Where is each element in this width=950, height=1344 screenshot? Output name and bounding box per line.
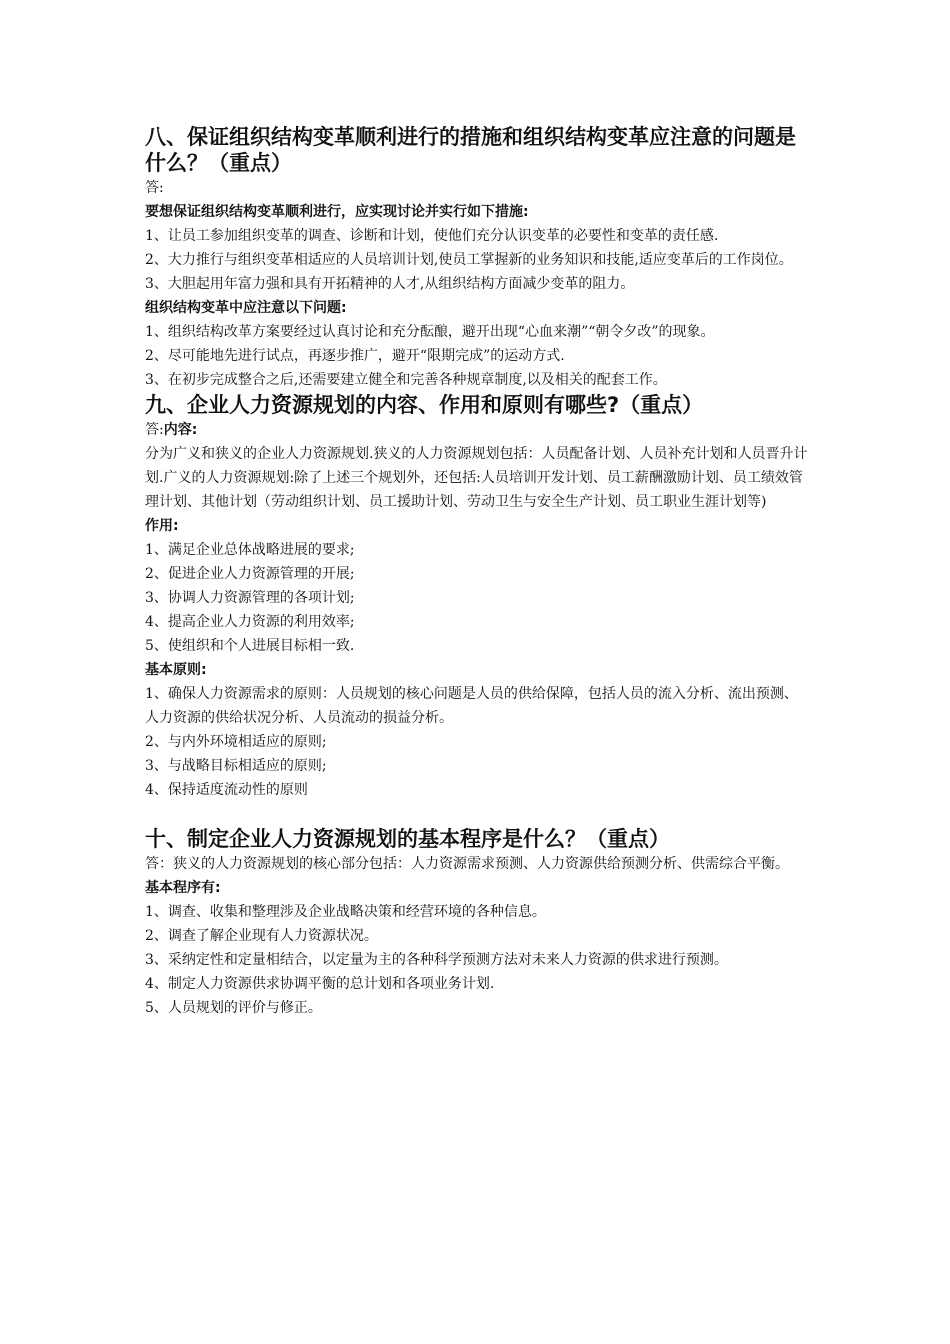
measure-item: 1、让员工参加组织变革的调查、诊断和计划，使他们充分认识变革的必要性和变革的责任感.: [145, 228, 719, 244]
principle-item: 4、保持适度流动性的原则: [145, 782, 308, 798]
section-10-title: 十、制定企业人力资源规划的基本程序是什么？（重点）: [145, 827, 670, 851]
spacer: [145, 802, 810, 826]
issue-item: 1、组织结构改革方案要经过认真讨论和充分酝酿，避开出现“心血来潮”“朝令夕改”的现象。: [145, 324, 715, 340]
role-item: 4、提高企业人力资源的利用效率;: [145, 614, 355, 630]
step-item: 4、制定人力资源供求协调平衡的总计划和各项业务计划.: [145, 976, 495, 992]
content-label: 内容:: [163, 422, 198, 438]
measure-item: 3、大胆起用年富力强和具有开拓精神的人才,从组织结构方面减少变革的阻力。: [145, 276, 635, 292]
step-item: 2、调查了解企业现有人力资源状况。: [145, 928, 378, 944]
steps-heading: 基本程序有:: [145, 880, 221, 896]
document-page: [145, 124, 810, 1020]
principle-item: 3、与战略目标相适应的原则;: [145, 758, 327, 774]
principle-heading: 基本原则:: [145, 662, 207, 678]
section-8: [145, 124, 810, 392]
content-text: 分为广义和狭义的企业人力资源规划.狭义的人力资源规划包括：人员配备计划、人员补充计划和人员晋升计划.广义的人力资源规划:除了上述三个规划外，还包括:人员培训开发计划、员工薪酬激励计划、员工绩效管理计划、其他计划（劳动组织计划、员工援助计划、劳动卫生与安全生产计划、员工职业生涯计划等): [145, 446, 808, 510]
role-item: 2、促进企业人力资源管理的开展;: [145, 566, 355, 582]
section-10: [145, 826, 810, 1020]
issue-item: 2、尽可能地先进行试点，再逐步推广，避开“限期完成”的运动方式.: [145, 348, 565, 364]
answer-label: 答:: [145, 180, 164, 196]
section-9: [145, 392, 810, 802]
issues-heading: 组织结构变革中应注意以下问题:: [145, 300, 347, 316]
role-item: 5、使组织和个人进展目标相一致.: [145, 638, 355, 654]
section-8-title: 八、保证组织结构变革顺利进行的措施和组织结构变革应注意的问题是什么？（重点）: [145, 125, 796, 175]
role-item: 3、协调人力资源管理的各项计划;: [145, 590, 355, 606]
content-line: [145, 418, 810, 442]
measure-item: 2、大力推行与组织变革相适应的人员培训计划,使员工掌握新的业务知识和技能,适应变革后的工作岗位。: [145, 252, 793, 268]
measures-heading: 要想保证组织结构变革顺利进行，应实现讨论并实行如下措施:: [145, 204, 529, 220]
role-heading: 作用:: [145, 518, 179, 534]
step-item: 3、采纳定性和定量相结合，以定量为主的各种科学预测方法对未来人力资源的供求进行预测。: [145, 952, 728, 968]
issue-item: 3、在初步完成整合之后,还需要建立健全和完善各种规章制度,以及相关的配套工作。: [145, 372, 667, 388]
role-item: 1、满足企业总体战略进展的要求;: [145, 542, 355, 558]
section-9-title: 九、企业人力资源规划的内容、作用和原则有哪些?（重点）: [145, 393, 704, 417]
answer-text: 答：狭义的人力资源规划的核心部分包括：人力资源需求预测、人力资源供给预测分析、供需综合平衡。: [145, 856, 789, 872]
answer-label: 答:: [145, 422, 164, 438]
principle-item: 2、与内外环境相适应的原则;: [145, 734, 327, 750]
step-item: 1、调查、收集和整理涉及企业战略决策和经营环境的各种信息。: [145, 904, 546, 920]
step-item: 5、人员规划的评价与修正。: [145, 1000, 322, 1016]
principle-item: 1、确保人力资源需求的原则：人员规划的核心问题是人员的供给保障，包括人员的流入分析、流出预测、人力资源的供给状况分析、人员流动的损益分析。: [145, 686, 798, 726]
